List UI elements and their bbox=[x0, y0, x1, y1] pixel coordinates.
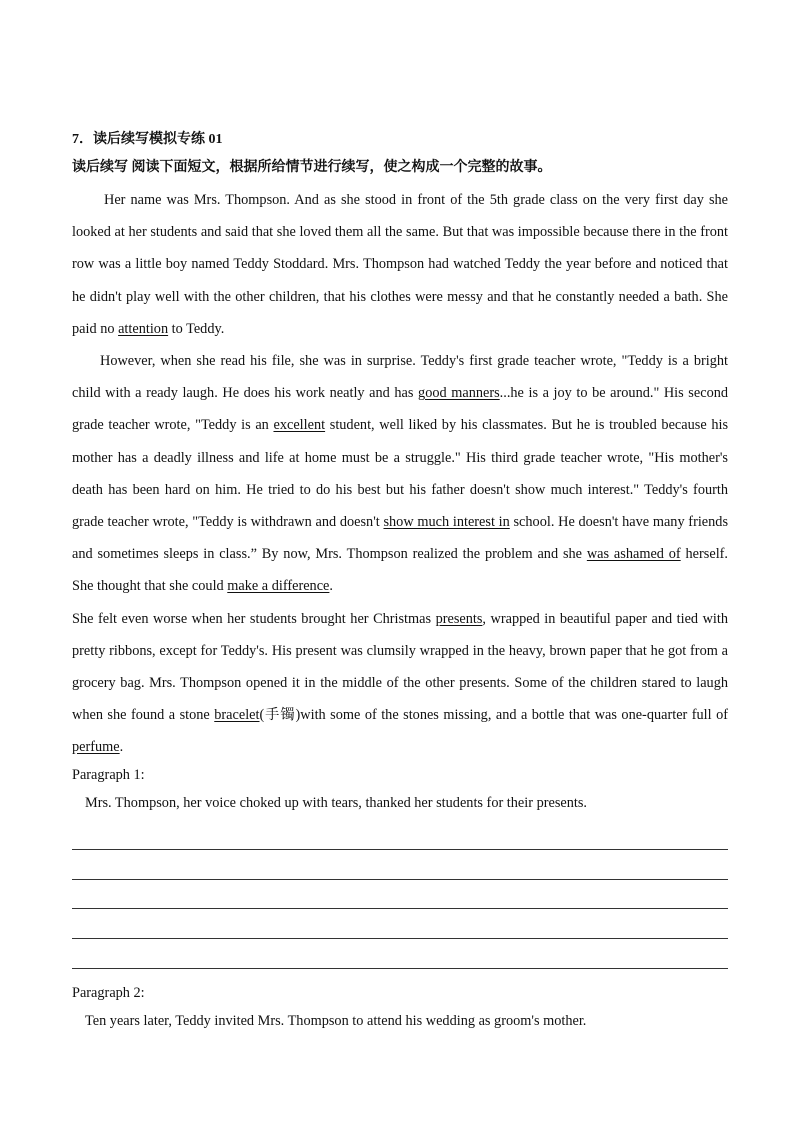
story-paragraph-2 bbox=[72, 345, 728, 603]
story-text-run: ...he is a joy to be around." His second grade teacher wrote, "Teddy is an bbox=[72, 385, 729, 434]
paragraph-1-starter: Mrs. Thompson, her voice choked up with tears, thanked her students for their presents. bbox=[85, 794, 587, 811]
underlined-word: attention bbox=[118, 320, 169, 337]
story-text-run: . bbox=[119, 739, 124, 756]
paragraph-1-answer-lines bbox=[72, 821, 728, 969]
worksheet-page bbox=[72, 128, 728, 1035]
underlined-word: excellent bbox=[273, 417, 326, 434]
story-text-run: student, well liked by his classmates. But he is troubled because his mother has a deadly illness and life at home must be a struggle." His third grade teacher wrote, "His mother's death has been hard on him. He tried to do his best but his father doesn't show much interest." Teddy's fourth grade teacher wrote, "Teddy is withdrawn and doesn't bbox=[72, 417, 729, 531]
exercise-title: 7．读后续写模拟专练 01 bbox=[72, 132, 223, 147]
story-text-run: . bbox=[329, 578, 333, 595]
story-text-run: , wrapped in beautiful paper and tied with pretty ribbons, except for Teddy's. His present was clumsily wrapped in the heavy, brown paper that he got from a grocery bag. Mrs. Thompson opened it in the middle of the other presents. Some of the children stared to laugh when she found a stone bbox=[72, 610, 728, 724]
underlined-word: bracelet bbox=[214, 707, 260, 724]
story-text-run: school. He doesn't have many friends and sometimes sleeps in class.” By now, Mrs. Thompson realized the problem and she bbox=[72, 514, 729, 563]
exercise-instruction: 读后续写 阅读下面短文，根据所给情节进行续写，使之构成一个完整的故事。 bbox=[72, 160, 552, 175]
answer-line[interactable] bbox=[72, 939, 728, 969]
story-text-run: herself. She thought that she could bbox=[72, 546, 728, 595]
story-text bbox=[72, 184, 728, 764]
underlined-word: good manners bbox=[418, 385, 500, 402]
story-text-run: However, when she read his file, she was in surprise. Teddy's first grade teacher wrote, "Teddy is a bright child with a ready laugh. He does his work neatly and has bbox=[72, 353, 728, 402]
story-text-run: Her name was Mrs. Thompson. And as she stood in front of the 5th grade class on the very first day she looked at her students and said that she loved them all the same. But that was impossible because there in the front row was a little boy named Teddy Stoddard. Mrs. Thompson had watched Teddy the year before and noticed that he didn't play well with the other children, that his clothes were messy and that he constantly needed a bath. She paid no bbox=[72, 192, 728, 337]
paragraph-2-label: Paragraph 2: bbox=[72, 984, 145, 1001]
paragraph-2-starter: Ten years later, Teddy invited Mrs. Thompson to attend his wedding as groom's mother. bbox=[85, 1012, 587, 1029]
story-text-run: (手镯)with some of the stones missing, and a bottle that was one-quarter full of bbox=[259, 707, 728, 724]
underlined-word: make a difference bbox=[227, 578, 330, 595]
underlined-word: presents bbox=[435, 610, 483, 627]
story-paragraph-1 bbox=[72, 184, 728, 345]
paragraph-1-label: Paragraph 1: bbox=[72, 766, 145, 783]
story-text-run: She felt even worse when her students brought her Christmas bbox=[72, 610, 436, 627]
story-paragraph-3 bbox=[72, 603, 728, 764]
answer-line[interactable] bbox=[72, 880, 728, 910]
underlined-word: was ashamed of bbox=[586, 546, 681, 563]
answer-line[interactable] bbox=[72, 821, 728, 851]
answer-line[interactable] bbox=[72, 909, 728, 939]
story-text-run: to Teddy. bbox=[168, 320, 225, 337]
answer-line[interactable] bbox=[72, 850, 728, 880]
underlined-word: show much interest in bbox=[383, 514, 510, 531]
underlined-word: perfume bbox=[72, 739, 120, 756]
